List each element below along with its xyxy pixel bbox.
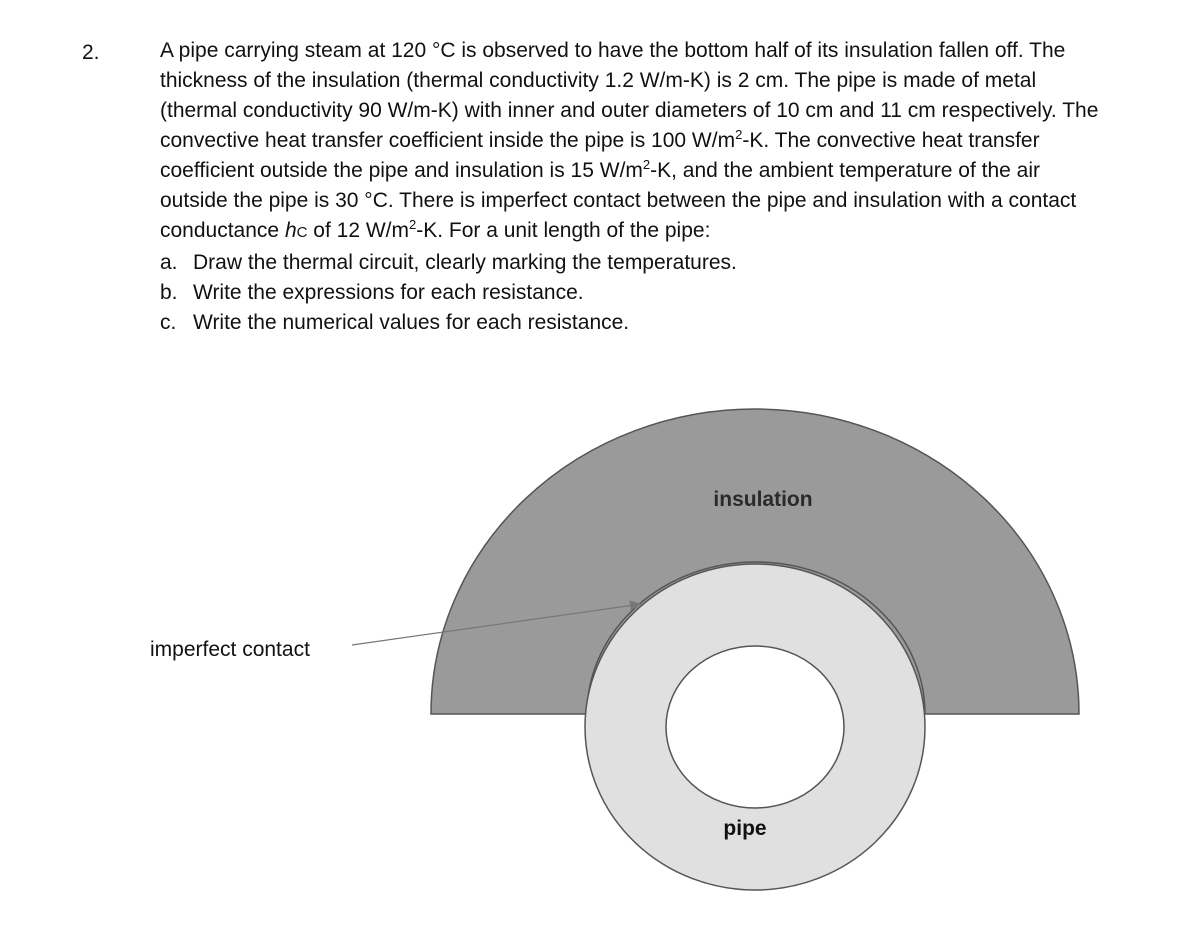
task-marker: c.: [160, 311, 177, 334]
task-marker: a.: [160, 251, 178, 274]
pipe-bore: [666, 646, 844, 808]
contact-conductance-symbol: h: [284, 219, 297, 242]
pipe-label: pipe: [723, 817, 767, 840]
question-number: 2.: [82, 41, 100, 64]
imperfect-contact-label: imperfect contact: [150, 638, 310, 661]
statement-text-3: -K, and the ambient temperature of the air outside the pipe is 30 °C. There is imperfect contact between the pipe and insulation with a contact conductance: [160, 159, 1077, 242]
statement-text-5: -K. For a unit length of the pipe:: [416, 219, 711, 242]
superscript-2: 2: [642, 157, 651, 172]
superscript-2: 2: [409, 217, 417, 232]
task-text: Draw the thermal circuit, clearly marking the temperatures.: [193, 251, 737, 274]
superscript-2: 2: [735, 127, 743, 142]
task-marker: b.: [160, 281, 178, 304]
statement-text-2: -K. The convective heat transfer coefficient outside the pipe and insulation is 15 W/m: [160, 129, 1040, 182]
contact-conductance-subscript: C: [296, 224, 308, 241]
task-text: Write the expressions for each resistance.: [193, 281, 584, 304]
statement-text-4: of 12 W/m: [307, 219, 409, 242]
task-text: Write the numerical values for each resistance.: [193, 311, 630, 334]
statement-text-1: A pipe carrying steam at 120 °C is observed to have the bottom half of its insulation fallen off. The thickness of the insulation (thermal conductivity 1.2 W/m-K) is 2 cm. The pipe is made of metal (thermal conductivity 90 W/m-K) with inner and outer diameters of 10 cm and 11 cm respectively. The convective heat transfer coefficient inside the pipe is 100 W/m: [160, 39, 1099, 152]
insulation-label: insulation: [713, 488, 813, 511]
